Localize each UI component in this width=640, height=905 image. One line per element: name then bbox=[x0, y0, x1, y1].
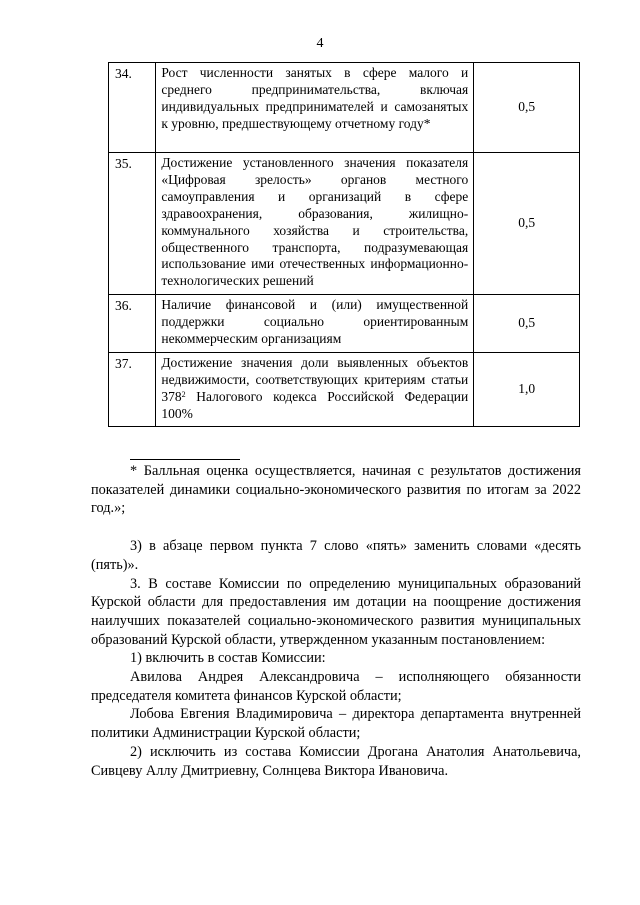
row-number: 35. bbox=[109, 153, 156, 295]
page-number: 4 bbox=[316, 36, 324, 51]
paragraph: 3) в абзаце первом пункта 7 слово «пять» заменить словами «десять (пять)». bbox=[91, 538, 581, 573]
paragraph: 3. В составе Комиссии по определению муниципальных образований Курской области для предоставления им дотации на поощрение достижения наилучших показателей социально-экономического развития муниципальных образований Курской области, утвержденном указанным постановлением: bbox=[91, 575, 581, 648]
row-description-part: Налогового кодекса Российской Федерации 100% bbox=[161, 388, 469, 421]
row-score: 0,5 bbox=[474, 63, 580, 153]
paragraph: 2) исключить из состава Комиссии Дрогана Анатолия Анатольевича, Сивцеву Аллу Дмитриевну, Солнцева Виктора Ивановича. bbox=[91, 743, 581, 779]
superscript: 2 bbox=[181, 389, 186, 399]
table-row bbox=[109, 63, 580, 153]
row-score: 1,0 bbox=[474, 353, 580, 427]
row-description bbox=[156, 353, 474, 427]
criteria-table bbox=[108, 62, 580, 427]
row-description: Рост численности занятых в сфере малого и среднего предпринимательства, включая индивидуальных предпринимателей и самозанятых к уровню, предшествующему отчетному году* bbox=[156, 63, 474, 153]
paragraph: Лобова Евгения Владимировича – директора департамента внутренней политики Администрации Курской области; bbox=[91, 706, 581, 742]
table-row bbox=[109, 295, 580, 353]
document-body bbox=[91, 462, 581, 780]
paragraph: Авилова Андрея Александровича – исполняющего обязанности председателя комитета финансов Курской области; bbox=[91, 669, 581, 704]
row-description: Достижение установленного значения показателя «Цифровая зрелость» органов местного самоуправления и организаций в сфере здравоохранения, образования, жилищно-коммунального хозяйства и строительства, общественного транспорта, подразумевающая использование ими отечественных информационно-технологических решений bbox=[156, 153, 474, 295]
row-description-part: Достижение значения доли выявленных объектов недвижимости, соответствующих критериям статьи 378 bbox=[161, 355, 469, 404]
row-number: 36. bbox=[109, 295, 156, 353]
row-number: 34. bbox=[109, 63, 156, 153]
table-row bbox=[109, 353, 580, 427]
row-description: Наличие финансовой и (или) имущественной поддержки социально ориентированным некоммерческим организациям bbox=[156, 295, 474, 353]
row-number: 37. bbox=[109, 353, 156, 427]
row-score: 0,5 bbox=[474, 153, 580, 295]
row-score: 0,5 bbox=[474, 295, 580, 353]
footnote-divider bbox=[130, 459, 240, 460]
paragraph: 1) включить в состав Комиссии: bbox=[130, 650, 326, 667]
table-row bbox=[109, 153, 580, 295]
footnote-text: * Балльная оценка осуществляется, начиная с результатов достижения показателей динамики социально-экономического развития по итогам за 2022 год.»; bbox=[91, 463, 581, 517]
